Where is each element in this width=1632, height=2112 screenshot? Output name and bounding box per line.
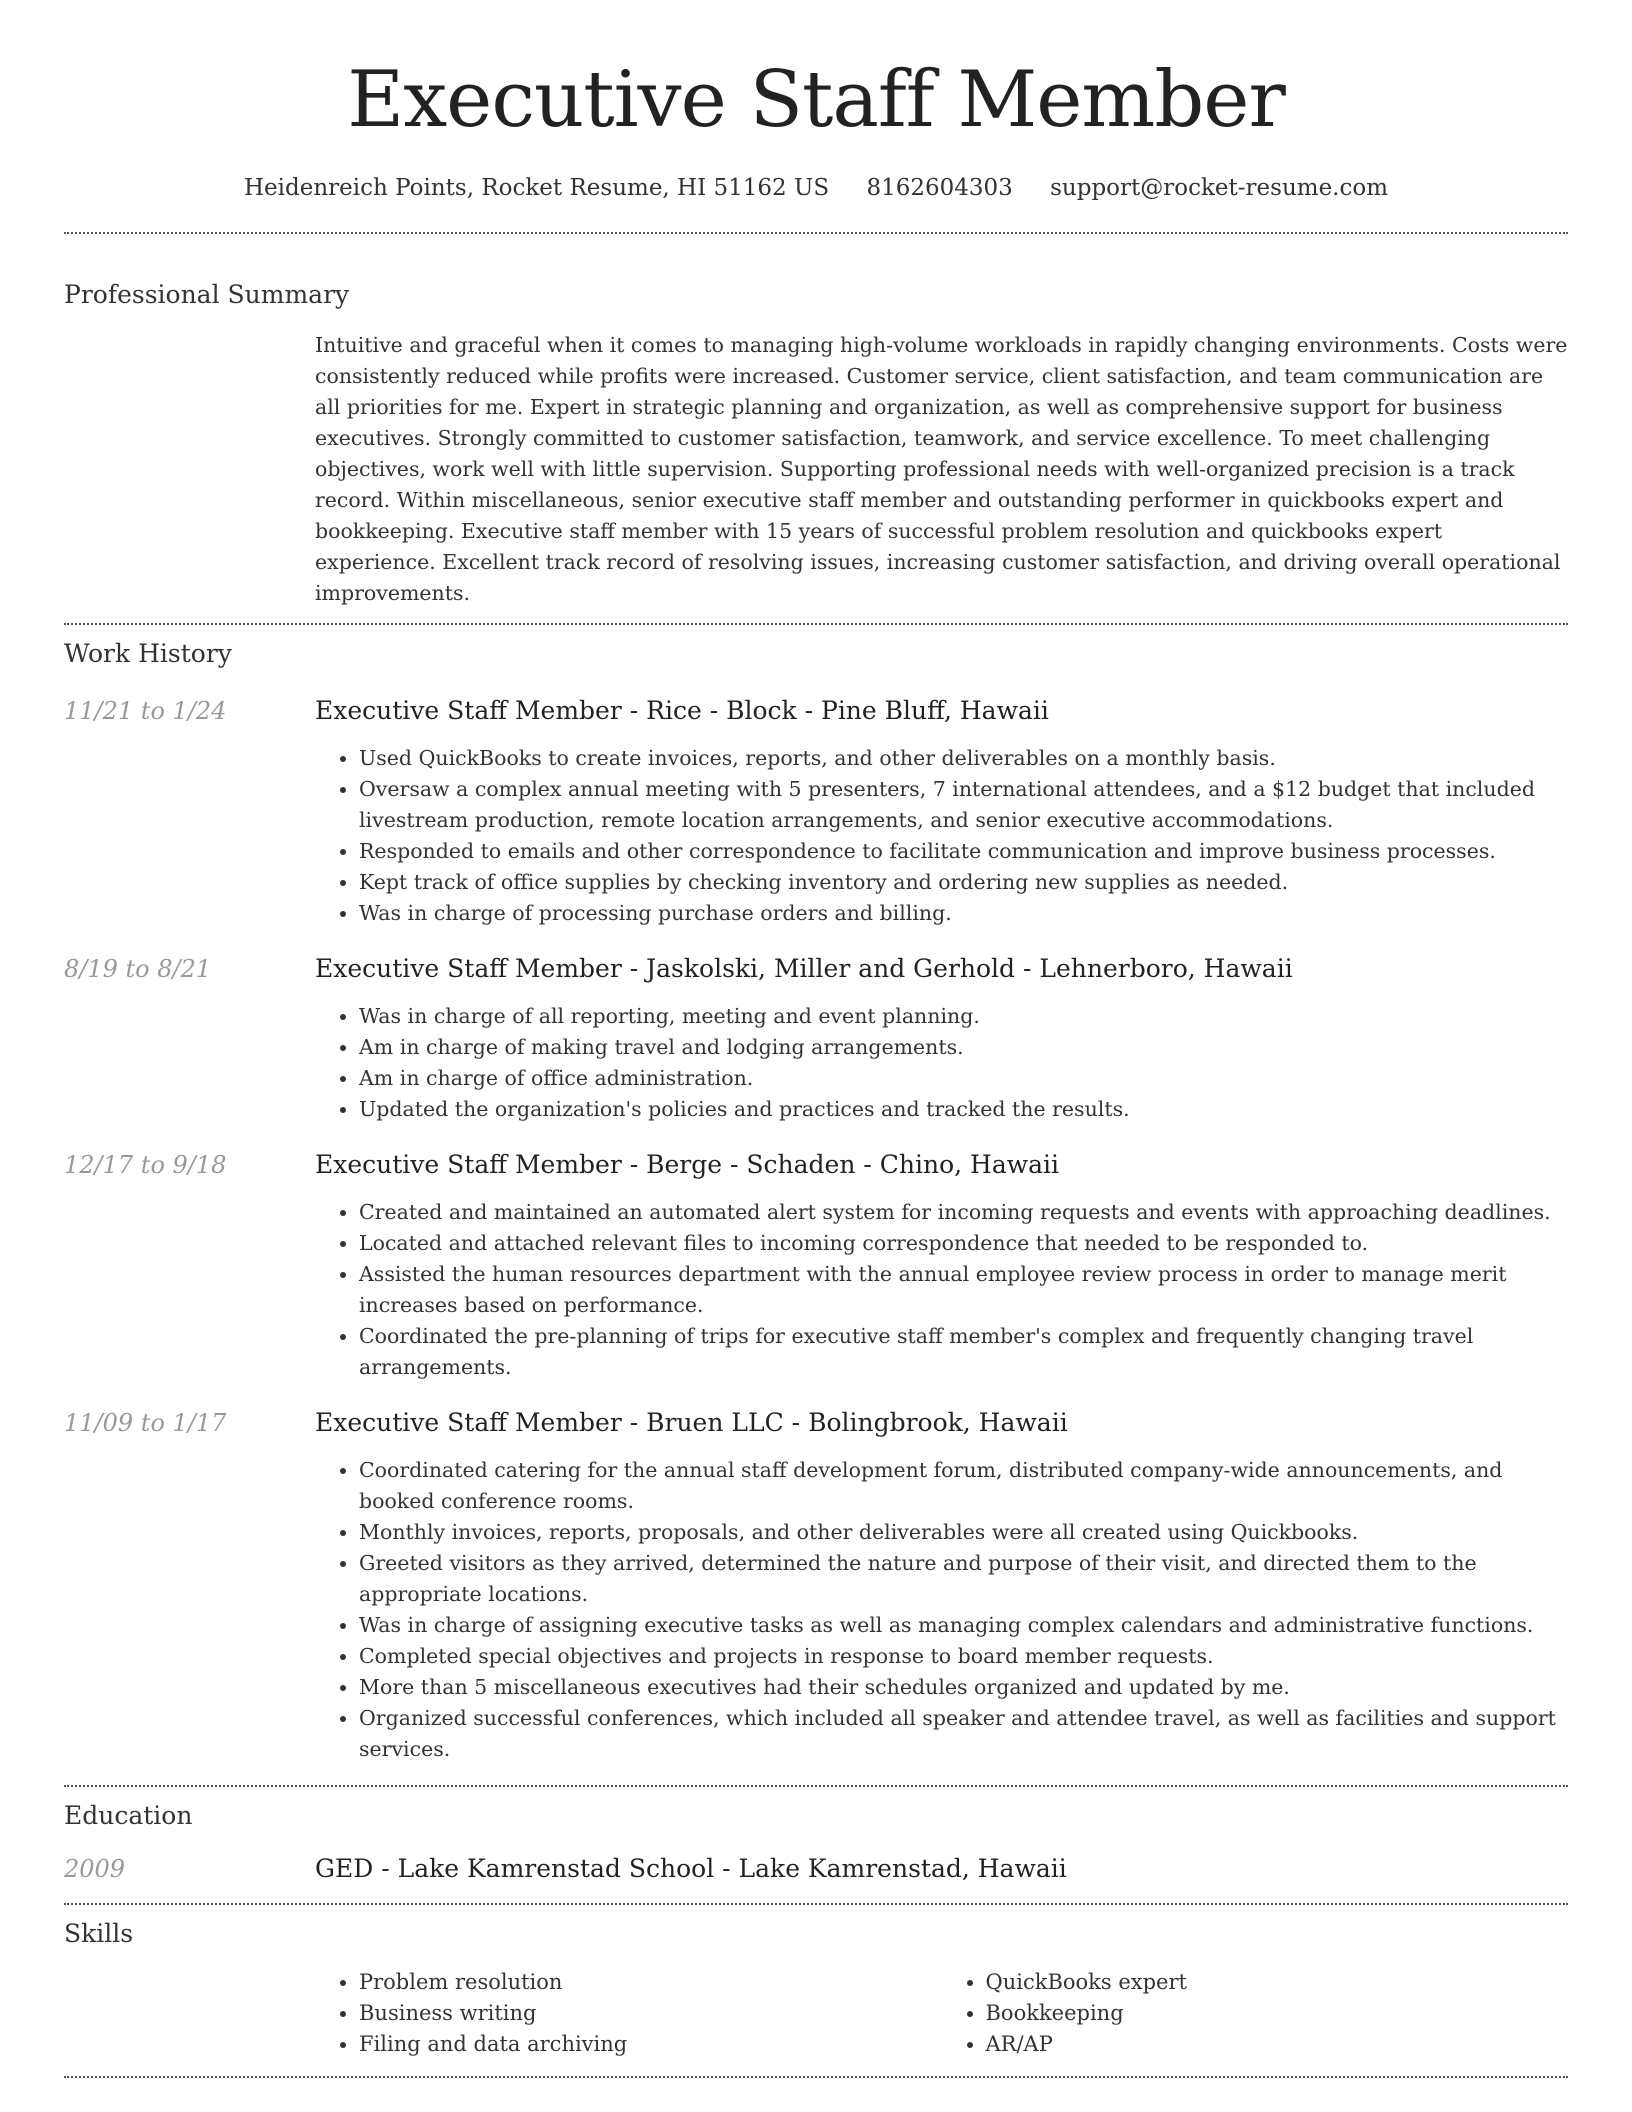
job-title: Executive Staff Member - Bruen LLC - Bolingbrook, Hawaii	[315, 1408, 1068, 1437]
job-bullets	[315, 1197, 1568, 1383]
job-title: Executive Staff Member - Jaskolski, Miller and Gerhold - Lehnerboro, Hawaii	[315, 954, 1293, 983]
job-entry	[64, 1147, 1568, 1383]
contact-phone: 8162604303	[866, 175, 1013, 201]
contact-line	[64, 172, 1568, 204]
job-bullets	[315, 743, 1568, 929]
job-bullet: • Was in charge of all reporting, meeting and event planning.	[359, 1001, 1568, 1032]
skill-item: • QuickBooks expert	[986, 1967, 1569, 1998]
job-bullet: • Created and maintained an automated alert system for incoming requests and events with approaching deadlines.	[359, 1197, 1568, 1228]
job-date: 11/09 to 1/17	[64, 1409, 227, 1437]
job-bullet: • Am in charge of office administration.	[359, 1063, 1568, 1094]
job-bullet: • Coordinated the pre-planning of trips for executive staff member's complex and frequently changing travel arrangements.	[359, 1321, 1568, 1383]
job-bullets	[315, 1455, 1568, 1765]
job-entry	[64, 1405, 1568, 1765]
skill-item: • Business writing	[359, 1998, 942, 2029]
job-body	[315, 693, 1568, 929]
contact-address: Heidenreich Points, Rocket Resume, HI 51162 US	[243, 175, 830, 201]
skills-list	[315, 1967, 1568, 2060]
job-body	[315, 1405, 1568, 1765]
job-title: Executive Staff Member - Rice - Block - Pine Bluff, Hawaii	[315, 696, 1049, 725]
section-divider	[64, 232, 1568, 234]
job-bullet: • Oversaw a complex annual meeting with 5 presenters, 7 international attendees, and a $12 budget that included livestream production, remote location arrangements, and senior executive accommodations.	[359, 774, 1568, 836]
section-divider	[64, 1785, 1568, 1787]
job-date: 11/21 to 1/24	[64, 697, 227, 725]
education-entry	[64, 1851, 1568, 1887]
skill-item: • Problem resolution	[359, 1967, 942, 1998]
job-date: 12/17 to 9/18	[64, 1151, 227, 1179]
job-bullet: • Assisted the human resources department with the annual employee review process in order to manage merit increases based on performance.	[359, 1259, 1568, 1321]
contact-email: support@rocket-resume.com	[1050, 175, 1389, 201]
job-bullet: • Responded to emails and other correspondence to facilitate communication and improve business processes.	[359, 836, 1568, 867]
skill-item: • Filing and data archiving	[359, 2029, 942, 2060]
skill-item: • Bookkeeping	[986, 1998, 1569, 2029]
education-title: GED - Lake Kamrenstad School - Lake Kamrenstad, Hawaii	[315, 1854, 1067, 1883]
job-bullet: • Completed special objectives and projects in response to board member requests.	[359, 1641, 1568, 1672]
job-bullet: • Coordinated catering for the annual staff development forum, distributed company-wide announcements, and booked conference rooms.	[359, 1455, 1568, 1517]
skills-column-left	[315, 1967, 942, 2060]
spacer	[64, 1765, 1568, 1785]
resume-header	[64, 0, 1568, 204]
job-bullet: • Located and attached relevant files to incoming correspondence that needed to be responded to.	[359, 1228, 1568, 1259]
job-bullet: • Was in charge of processing purchase orders and billing.	[359, 898, 1568, 929]
job-body	[315, 1147, 1568, 1383]
job-date: 8/19 to 8/21	[64, 955, 212, 983]
job-bullet: • Was in charge of assigning executive tasks as well as managing complex calendars and administrative functions.	[359, 1610, 1568, 1641]
summary-text: Intuitive and graceful when it comes to managing high-volume workloads in rapidly changing environments. Costs were consistently reduced while profits were increased. Customer service, client satisfaction, and team communication are all priorities for me. Expert in strategic planning and organization, as well as comprehensive support for business executives. Strongly committed to customer satisfaction, teamwork, and service excellence. To meet challenging objectives, work well with little supervision. Supporting professional needs with well-organized precision is a track record. Within miscellaneous, senior executive staff member and outstanding performer in quickbooks expert and bookkeeping. Executive staff member with 15 years of successful problem resolution and quickbooks expert experience. Excellent track record of resolving issues, increasing customer satisfaction, and driving overall operational improvements.	[315, 333, 1568, 605]
job-bullet: • Updated the organization's policies and practices and tracked the results.	[359, 1094, 1568, 1125]
job-bullet: • Am in charge of making travel and lodging arrangements.	[359, 1032, 1568, 1063]
job-bullet: • Greeted visitors as they arrived, determined the nature and purpose of their visit, and directed them to the appropriate locations.	[359, 1548, 1568, 1610]
job-bullet: • Organized successful conferences, which included all speaker and attendee travel, as well as facilities and support services.	[359, 1703, 1568, 1765]
job-bullets	[315, 1001, 1568, 1125]
job-bullet: • Monthly invoices, reports, proposals, and other deliverables were all created using Quickbooks.	[359, 1517, 1568, 1548]
skill-item: • AR/AP	[986, 2029, 1569, 2060]
job-bullet: • More than 5 miscellaneous executives had their schedules organized and updated by me.	[359, 1672, 1568, 1703]
section-divider	[64, 1903, 1568, 1905]
section-divider	[64, 2076, 1568, 2078]
section-divider	[64, 623, 1568, 625]
job-title: Executive Staff Member - Berge - Schaden - Chino, Hawaii	[315, 1150, 1060, 1179]
job-bullet: • Used QuickBooks to create invoices, reports, and other deliverables on a monthly basis.	[359, 743, 1568, 774]
education-date: 2009	[64, 1855, 126, 1883]
skills-heading: Skills	[64, 1919, 134, 1948]
summary-heading: Professional Summary	[64, 280, 350, 309]
job-body	[315, 951, 1568, 1125]
education-heading: Education	[64, 1801, 193, 1830]
work-history-heading: Work History	[64, 639, 232, 668]
job-bullet: • Kept track of office supplies by checking inventory and ordering new supplies as needed.	[359, 867, 1568, 898]
job-entry	[64, 693, 1568, 929]
job-entry	[64, 951, 1568, 1125]
skills-column-right	[942, 1967, 1569, 2060]
candidate-name: Executive Staff Member	[347, 55, 1285, 145]
